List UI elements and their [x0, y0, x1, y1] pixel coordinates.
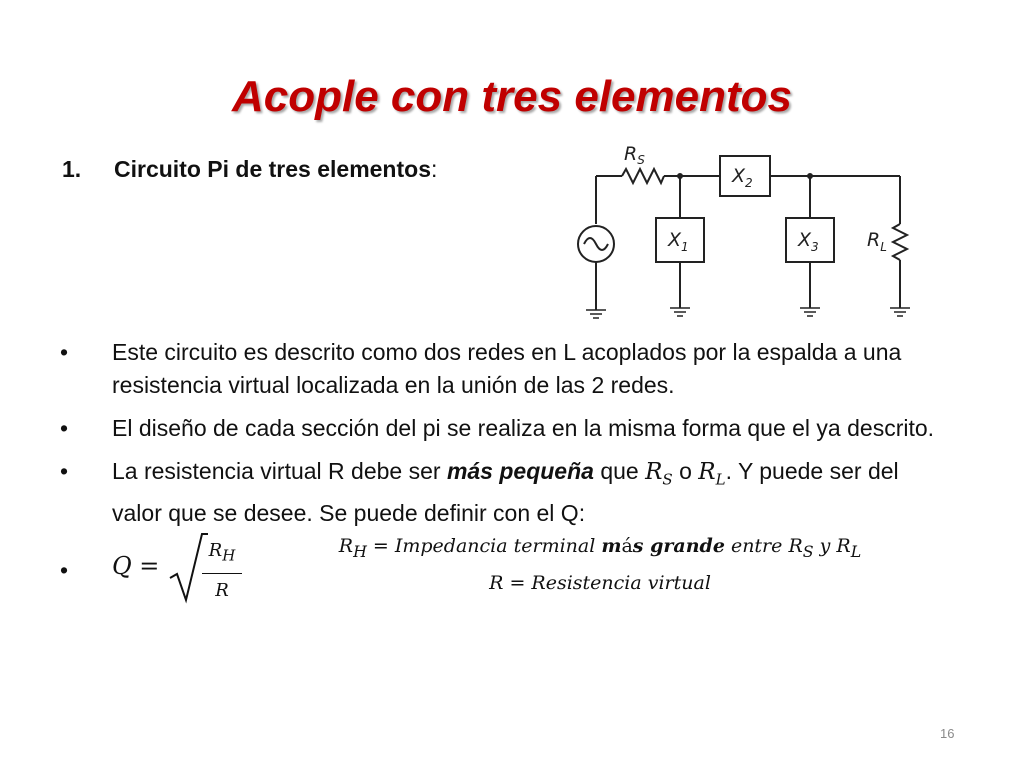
bullet-dot: •: [60, 339, 69, 365]
q-equation-lhs: Q =: [112, 551, 160, 580]
q-fraction: $\frac{R_H}{R}$: [202, 534, 242, 608]
ground-icon: [586, 310, 606, 318]
bullet-emphasis: más pequeña: [446, 458, 594, 484]
pi-circuit-diagram: [560, 140, 920, 325]
list-item: [60, 336, 940, 402]
item-number: 1.: [62, 156, 82, 182]
bullet-text-part2: que: [593, 458, 646, 484]
bullet-text: El diseño de cada sección del pi se realiza en la misma forma que el ya descrito.: [112, 415, 935, 441]
rs-resistor: [622, 169, 664, 183]
bullet-text-part3: . Y puede ser del valor que se desee. Se puede definir con el Q:: [112, 458, 899, 526]
bullet-dot: •: [60, 415, 69, 441]
bullet-list: [60, 336, 940, 630]
rl-symbol: $R_L$: [698, 459, 726, 489]
rs-symbol: $R_S$: [645, 459, 673, 489]
numbered-heading: [62, 156, 437, 183]
rl-label: $R_L$: [867, 229, 887, 254]
x3-label: $X_3$: [798, 229, 819, 254]
list-item: [60, 412, 940, 445]
x1-label: $X_1$: [668, 229, 689, 254]
rs-label: $R_S$: [624, 143, 645, 167]
formula-definitions: [260, 530, 940, 600]
rl-resistor: [893, 224, 907, 260]
list-item: [60, 455, 940, 530]
bullet-text-part1: La resistencia virtual R debe ser: [112, 458, 447, 484]
item-text: Circuito Pi de tres elementos: [114, 156, 431, 182]
bullet-or: o: [672, 458, 699, 484]
x2-label: $X_2$: [732, 165, 753, 190]
ground-icon: [800, 308, 820, 316]
slide-title: Acople con tres elementos: [232, 72, 792, 121]
bullet-text: Este circuito es descrito como dos redes en L acoplados por la espalda a una resistencia virtual localizada en la unión de las 2 redes.: [112, 339, 902, 398]
bullet-dot: •: [60, 556, 69, 583]
bullet-dot: •: [60, 458, 69, 484]
item-colon: :: [430, 156, 438, 182]
ground-icon: [890, 308, 910, 316]
r-definition: R = Resistencia virtual: [489, 572, 711, 595]
page-number: 16: [940, 726, 955, 741]
ground-icon: [670, 308, 690, 316]
list-item-formula: [60, 534, 940, 620]
rh-definition: $R_H$ = Impedancia terminal más grande entre $R_S$ y $R_L$: [338, 534, 862, 561]
